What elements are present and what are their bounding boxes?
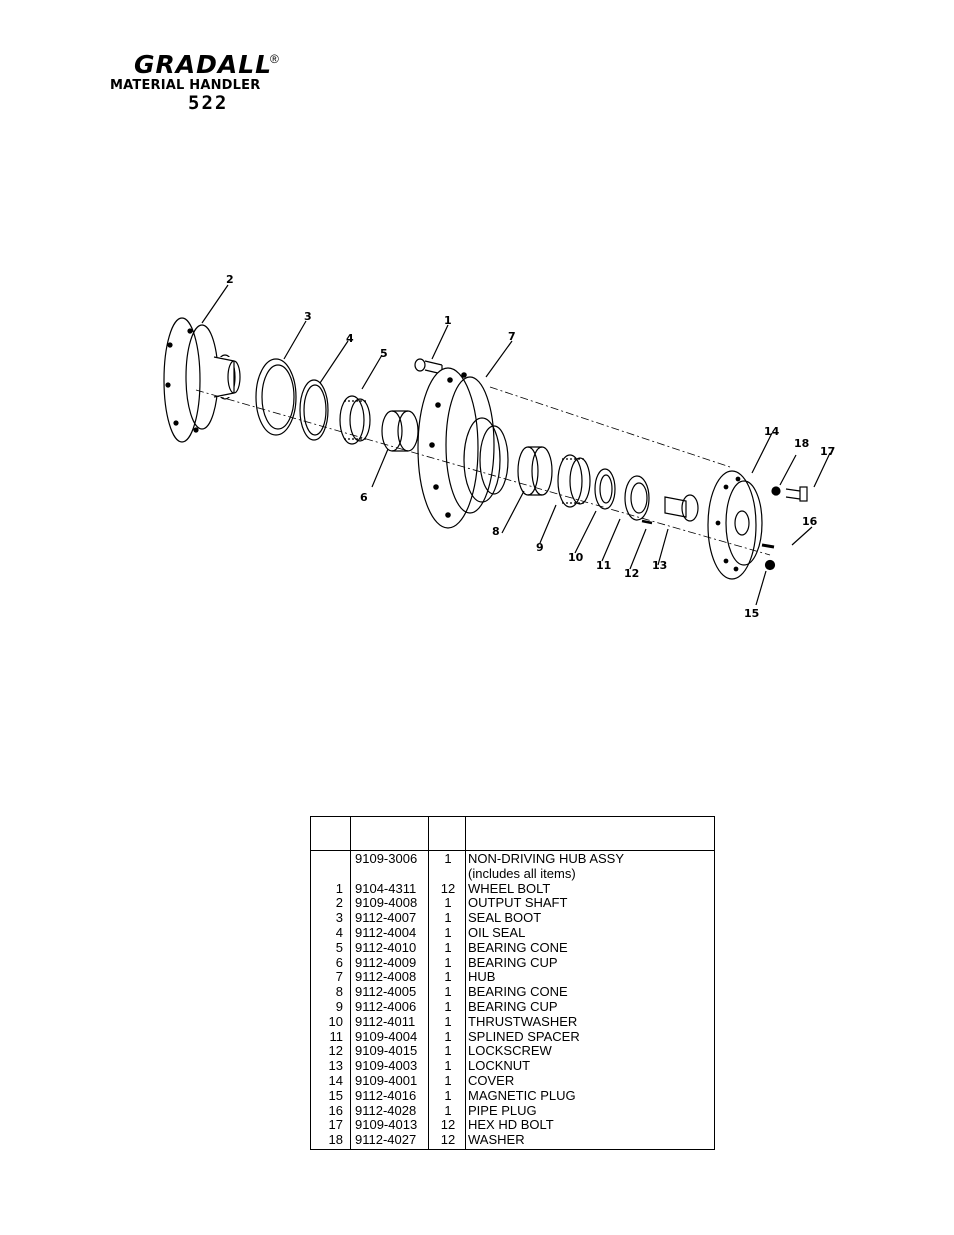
quantity: 1: [444, 1043, 452, 1059]
lockscrew-drawing: [642, 521, 652, 523]
item-number: 13: [328, 1058, 343, 1074]
callout-11: 11: [596, 559, 612, 572]
item-number: 17: [328, 1117, 343, 1133]
part-number: 9112-4010: [355, 939, 417, 955]
description: LOCKSCREW: [468, 1043, 552, 1059]
callout-8: 8: [492, 525, 500, 538]
item-number: 14: [328, 1072, 343, 1088]
hub-assembly-drawing: [130, 265, 850, 630]
part-number: 9109-4004: [355, 1028, 418, 1044]
description: SPLINED SPACER: [468, 1028, 580, 1044]
item-number: 12: [328, 1043, 343, 1059]
callout-1: 1: [444, 314, 452, 327]
table-row: [311, 985, 714, 1000]
part-number: 9112-4005: [355, 984, 417, 1000]
part-number: 9109-4013: [355, 1117, 418, 1133]
table-row: [311, 1133, 714, 1148]
quantity: 1: [444, 1102, 452, 1118]
description: HEX HD BOLT: [468, 1117, 554, 1133]
description: BEARING CONE: [468, 939, 568, 955]
quantity: 1: [444, 939, 452, 955]
part-number: 9109-3006: [355, 851, 418, 866]
hub-drawing: [418, 368, 508, 528]
part-number: 9112-4009: [355, 954, 417, 970]
hex-bolt-drawing: [786, 487, 807, 501]
part-number: 9104-4311: [355, 880, 417, 896]
callout-16: 16: [802, 515, 818, 528]
description: OUTPUT SHAFT: [468, 895, 568, 911]
quantity: 1: [444, 1072, 452, 1088]
item-number: 11: [329, 1028, 343, 1044]
callout-18: 18: [794, 437, 810, 450]
quantity: 1: [444, 851, 452, 866]
quantity: 1: [444, 1058, 452, 1074]
output-shaft-drawing: [164, 318, 240, 442]
description: OIL SEAL: [468, 924, 526, 940]
item-number: 2: [335, 895, 343, 911]
description: THRUSTWASHER: [468, 1013, 578, 1029]
part-number: 9112-4006: [355, 998, 417, 1014]
item-number: 5: [335, 939, 343, 955]
brand-subtitle: MATERIAL HANDLER: [110, 78, 261, 93]
washer-drawing: [772, 487, 780, 495]
table-header-row: [311, 817, 714, 851]
quantity: 1: [444, 998, 452, 1014]
description: SEAL BOOT: [468, 910, 542, 926]
callout-10: 10: [568, 551, 584, 564]
model-number: 522: [188, 92, 229, 114]
part-number: 9109-4001: [355, 1072, 418, 1088]
table-row: [311, 882, 714, 897]
description: LOCKNUT: [468, 1058, 531, 1074]
quantity: 1: [444, 924, 452, 940]
table-row: [311, 1000, 714, 1015]
callout-5: 5: [380, 347, 388, 360]
item-number: 10: [328, 1013, 343, 1029]
description: BEARING CUP: [468, 998, 558, 1014]
table-row: [311, 852, 714, 867]
quantity: 12: [440, 1132, 456, 1148]
description: WASHER: [468, 1132, 525, 1148]
callout-4: 4: [346, 332, 354, 345]
quantity: 1: [444, 1028, 452, 1044]
table-row: [311, 1104, 714, 1119]
description: MAGNETIC PLUG: [468, 1087, 576, 1103]
table-row: [311, 911, 714, 926]
table-row: [311, 1044, 714, 1059]
quantity: 1: [444, 984, 452, 1000]
part-number: 9112-4028: [355, 1102, 417, 1118]
callout-9: 9: [536, 541, 544, 554]
quantity: 1: [444, 895, 452, 911]
exploded-view-diagram: [130, 265, 850, 630]
quantity: 1: [444, 1013, 452, 1029]
part-number: 9112-4011: [355, 1013, 416, 1029]
part-number: 9109-4015: [355, 1043, 418, 1059]
item-number: 1: [335, 880, 343, 896]
description: HUB: [468, 969, 496, 985]
table-row: [311, 926, 714, 941]
description: BEARING CUP: [468, 954, 558, 970]
table-row: [311, 1118, 714, 1133]
table-row: [311, 970, 714, 985]
quantity: 1: [444, 910, 452, 926]
splined-spacer-drawing: [625, 476, 649, 520]
part-number: 9112-4007: [355, 910, 417, 926]
bearing-cup-drawing: [382, 411, 402, 451]
brand-name: GRADALL: [134, 50, 273, 79]
quantity: 1: [444, 969, 452, 985]
parts-list-table: [310, 816, 715, 1150]
item-number: 6: [335, 954, 343, 970]
table-row: [311, 1030, 714, 1045]
quantity: 1: [444, 954, 452, 970]
description: NON-DRIVING HUB ASSY: [468, 851, 625, 866]
part-number: 9109-4003: [355, 1058, 418, 1074]
quantity: 12: [440, 1117, 456, 1133]
description: COVER: [468, 1072, 515, 1088]
table-row: [311, 1015, 714, 1030]
callout-12: 12: [624, 567, 640, 580]
quantity: 12: [440, 880, 456, 896]
item-number: 8: [335, 984, 343, 1000]
item-number: 3: [335, 910, 343, 926]
item-number: 7: [335, 969, 343, 985]
part-number: 9112-4016: [355, 1087, 417, 1103]
table-row: [311, 941, 714, 956]
callout-15: 15: [744, 607, 760, 620]
registered-mark: ®: [270, 52, 279, 66]
table-row: [311, 867, 714, 882]
callout-14: 14: [764, 425, 780, 438]
callout-3: 3: [304, 310, 312, 323]
pipe-plug-drawing: [762, 545, 774, 547]
item-number: 16: [328, 1102, 343, 1118]
callout-17: 17: [820, 445, 836, 458]
part-number: 9112-4004: [355, 924, 417, 940]
description: BEARING CONE: [468, 984, 568, 1000]
table-body: [311, 852, 714, 1148]
cover-drawing: [708, 471, 762, 579]
part-number: 9109-4008: [355, 895, 418, 911]
part-number: 9112-4027: [355, 1132, 417, 1148]
description: PIPE PLUG: [468, 1102, 537, 1118]
callout-6: 6: [360, 491, 368, 504]
table-row: [311, 1059, 714, 1074]
callout-13: 13: [652, 559, 668, 572]
description: WHEEL BOLT: [468, 880, 551, 896]
callout-7: 7: [508, 330, 516, 343]
quantity: 1: [444, 1087, 452, 1103]
table-row: [311, 956, 714, 971]
item-number: 15: [328, 1087, 343, 1103]
table-row: [311, 1089, 714, 1104]
table-row: [311, 896, 714, 911]
table-row: [311, 1074, 714, 1089]
item-number: 18: [328, 1132, 343, 1148]
magnetic-plug-drawing: [766, 561, 775, 570]
description: (includes all items): [468, 865, 576, 881]
part-number: 9112-4008: [355, 969, 417, 985]
item-number: 4: [335, 924, 343, 940]
locknut-drawing: [665, 495, 698, 521]
bearing-cone-drawing: [340, 396, 364, 444]
item-number: 9: [335, 998, 343, 1014]
callout-2: 2: [226, 273, 234, 286]
